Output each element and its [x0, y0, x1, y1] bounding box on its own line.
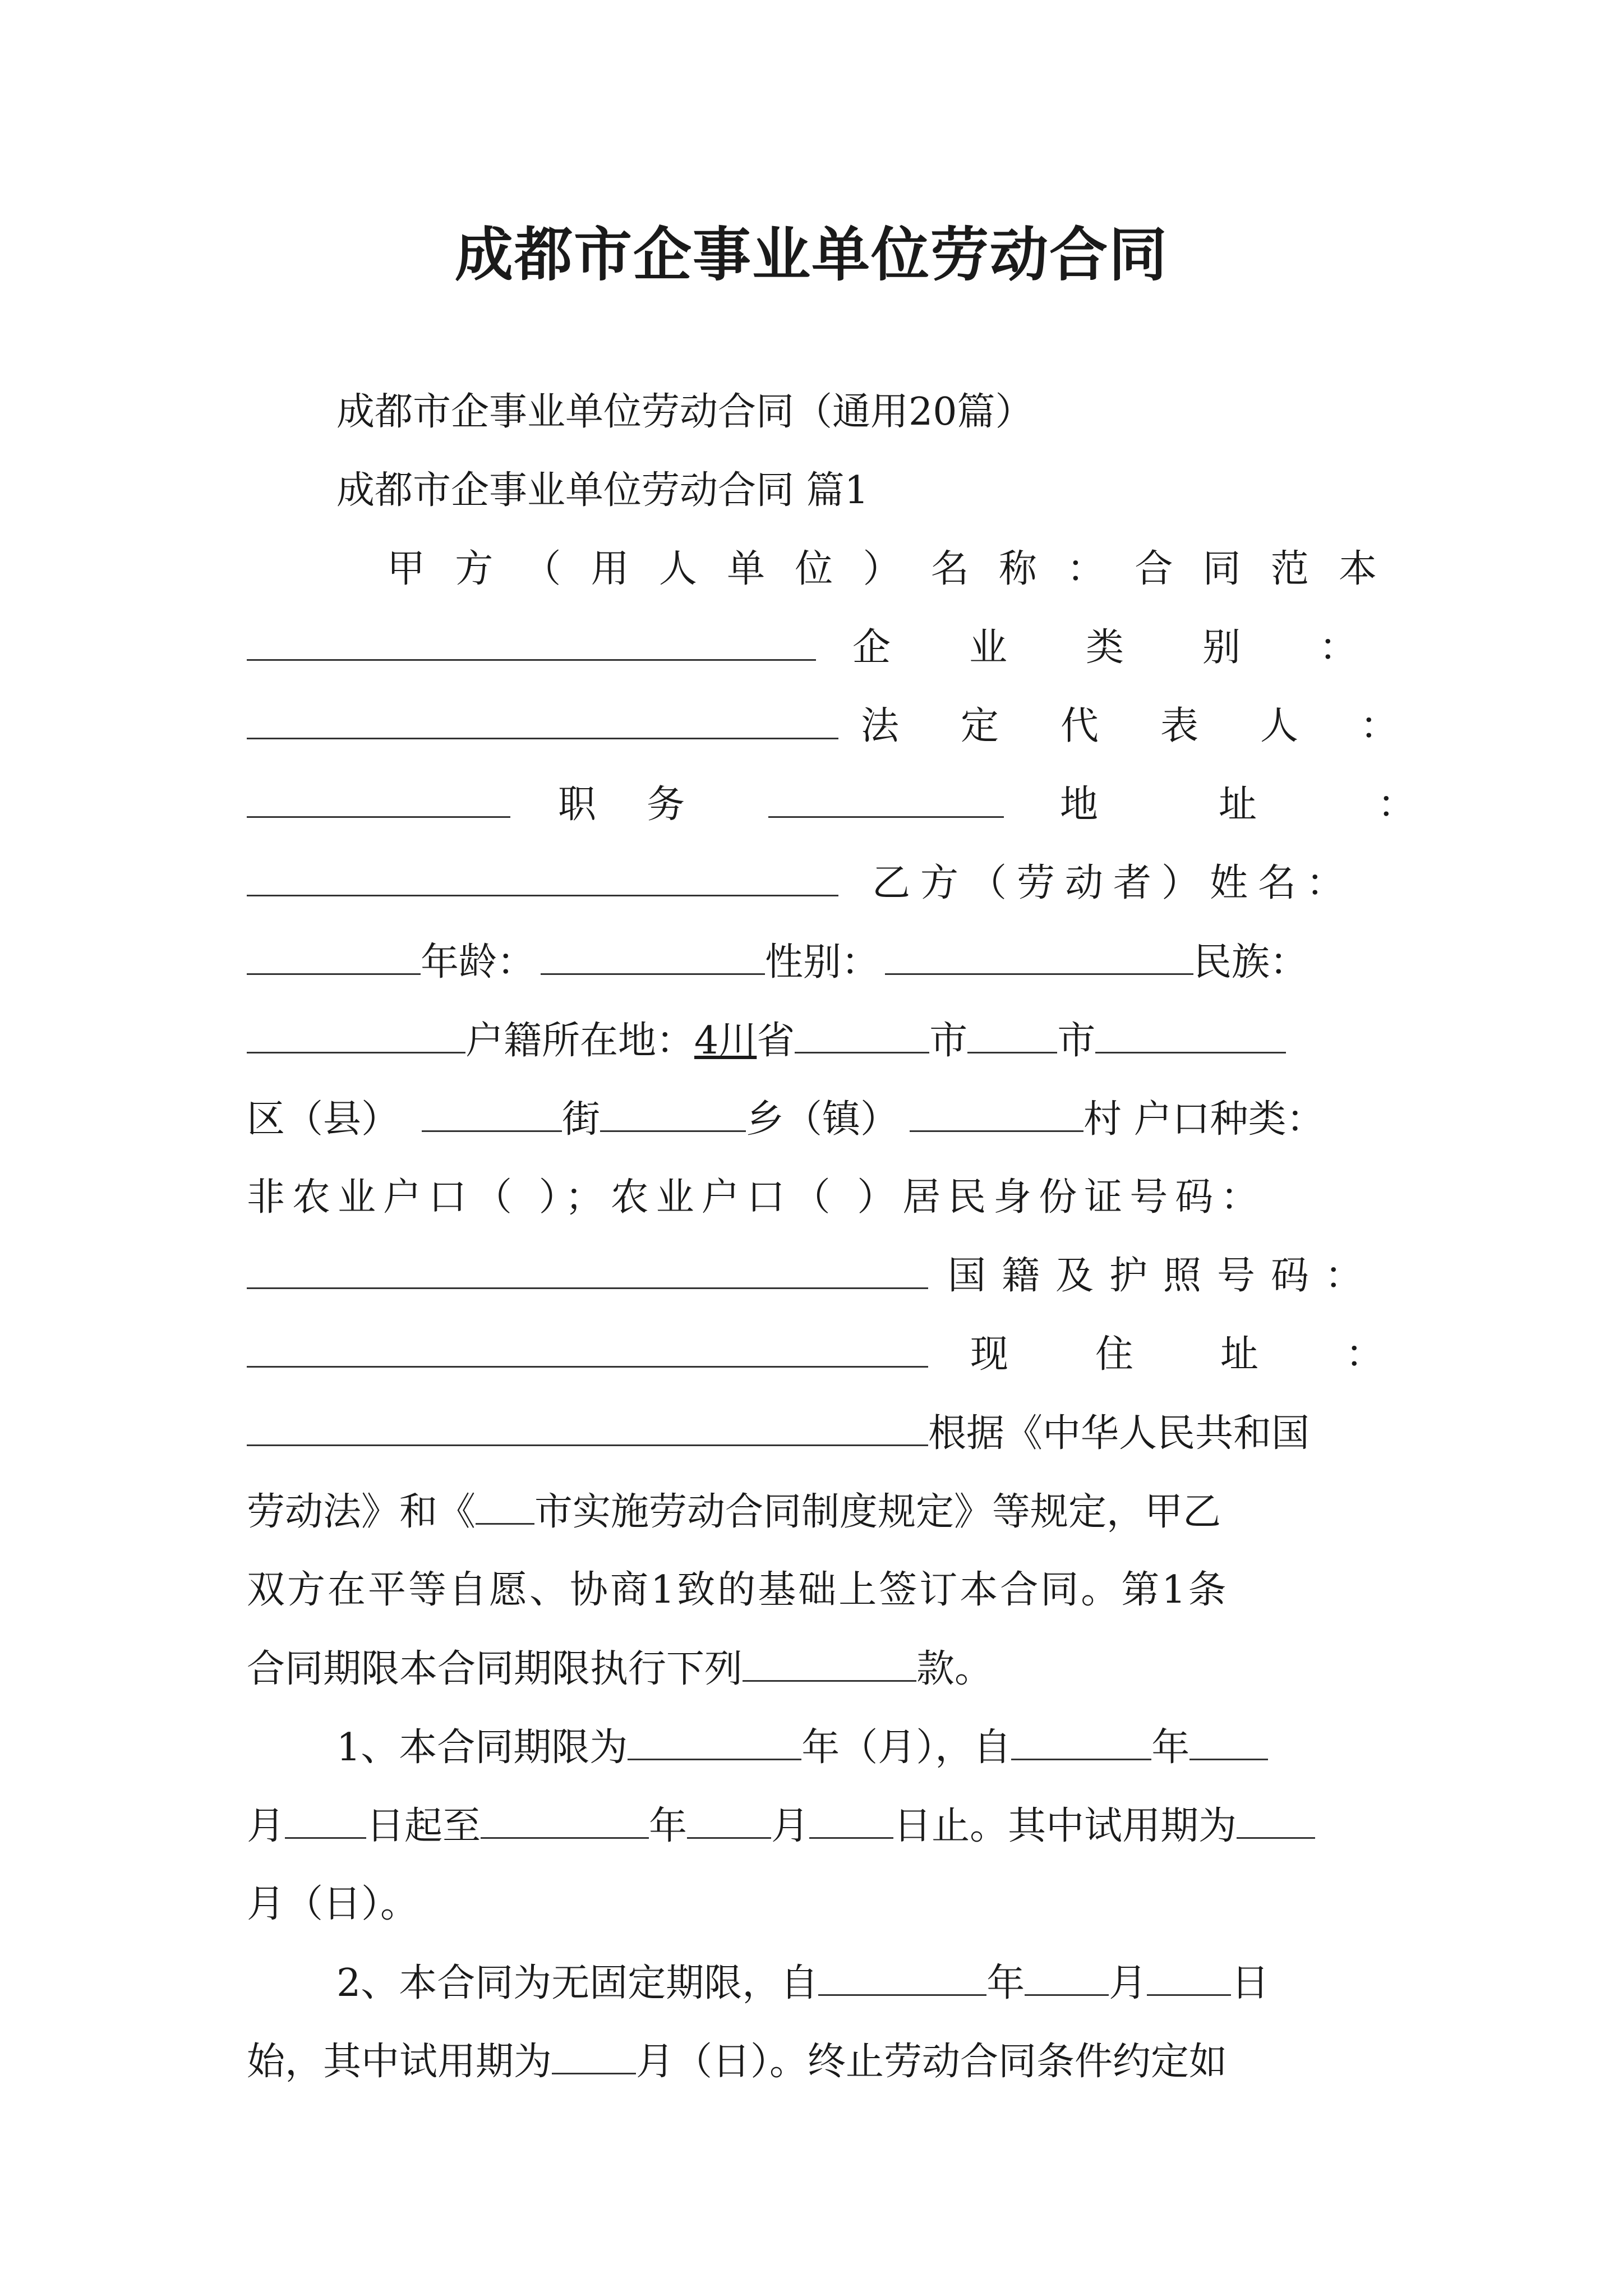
street-label: 街	[562, 1097, 601, 1142]
blank-field[interactable]	[600, 1085, 746, 1132]
blank-field[interactable]	[247, 693, 838, 739]
blank-field[interactable]	[247, 1243, 928, 1289]
section-heading-text: 成都市企事业单位劳动合同 篇1	[336, 468, 869, 513]
province-label: 省	[757, 1019, 795, 1063]
termination-line	[247, 2028, 1377, 2095]
age-sex-ethnicity-line	[247, 928, 1377, 996]
basis-line	[247, 1400, 1377, 1467]
ethnicity-label: 民族：	[1193, 940, 1308, 984]
household-label: 户籍所在地：	[465, 1019, 695, 1063]
fixed-term-line	[247, 1714, 1467, 1781]
month-label: 月	[247, 1804, 285, 1848]
legal-rep-label: 法定代表人：	[861, 704, 1460, 748]
blank-field[interactable]	[818, 1949, 986, 1996]
end-day-label: 日止。其中试用期为	[893, 1804, 1237, 1848]
year-label: 年	[1151, 1726, 1190, 1770]
probation-line	[247, 1871, 1377, 1938]
month-label: 月	[1109, 1961, 1147, 2005]
town-label: 乡（镇）	[746, 1097, 899, 1142]
fixed-term-dates-line	[247, 1792, 1377, 1860]
termination-text: 始，其中试用期为	[247, 2040, 552, 2084]
household-type-text: 非农业户口（ ）；农业户口（ ）居民身份证号码：	[247, 1175, 1266, 1220]
open-term-line	[247, 1949, 1467, 2017]
address-label: 地址：	[1060, 783, 1537, 827]
term-clause-end: 款。	[916, 1647, 993, 1691]
law-text-cont: 市实施劳动合同制度规定》等规定，甲乙	[534, 1490, 1221, 1534]
blank-field[interactable]	[422, 1085, 562, 1132]
blank-field[interactable]	[247, 1007, 465, 1053]
blank-field[interactable]	[809, 1792, 893, 1839]
district-label: 区（县）	[247, 1097, 400, 1142]
village-label: 村 户口种类：	[1083, 1097, 1325, 1142]
blank-field[interactable]	[768, 771, 1004, 818]
term-clause-line	[247, 1635, 1377, 1703]
blank-field[interactable]	[247, 850, 838, 896]
household-line	[247, 1007, 1377, 1074]
household-type-line	[247, 1164, 1377, 1231]
blank-field[interactable]	[1011, 1714, 1151, 1760]
position-label: 职务	[558, 783, 736, 827]
city-label: 市	[1057, 1019, 1096, 1063]
blank-field[interactable]	[1237, 1792, 1315, 1839]
party-a-name-label: 甲方（用人单位）名称：合同范本	[387, 547, 1377, 591]
blank-field[interactable]	[476, 1478, 534, 1525]
enterprise-type-line	[247, 614, 1436, 682]
current-address-line	[247, 1321, 1471, 1388]
open-term-text: 2、本合同为无固定期限，自	[336, 1961, 819, 2005]
blank-field[interactable]	[743, 1635, 916, 1682]
passport-line	[247, 1243, 1377, 1310]
passport-label: 国籍及护照号码：	[948, 1254, 1379, 1298]
basis-text: 根据《中华人民共和国	[928, 1411, 1310, 1456]
law-text: 劳动法》和《	[247, 1490, 476, 1534]
blank-field[interactable]	[247, 1321, 928, 1368]
blank-field[interactable]	[481, 1792, 649, 1839]
termination-text-cont: 月（日）。终止劳动合同条件约定如	[636, 2040, 1228, 2084]
probation-text: 月（日）。	[247, 1882, 419, 1926]
month-label: 月	[771, 1804, 810, 1848]
blank-field[interactable]	[967, 1007, 1057, 1053]
agreement-text: 双方在平等自愿、协商1致的基础上签订本合同。第1条	[247, 1568, 1229, 1612]
blank-field[interactable]	[1189, 1714, 1268, 1760]
blank-field[interactable]	[247, 614, 816, 661]
age-label: 年龄：	[421, 940, 536, 984]
year-label: 年	[649, 1804, 688, 1848]
day-label: 日	[1231, 1961, 1270, 2005]
blank-field[interactable]	[1025, 1949, 1109, 1996]
law-line	[247, 1478, 1377, 1545]
blank-field[interactable]	[552, 2028, 636, 2074]
blank-field[interactable]	[1147, 1949, 1231, 1996]
current-address-label: 现住址：	[970, 1332, 1471, 1377]
blank-field[interactable]	[247, 1400, 928, 1446]
blank-field[interactable]	[687, 1792, 771, 1839]
document-title: 成都市企事业单位劳动合同	[454, 220, 1168, 289]
blank-field[interactable]	[795, 1007, 929, 1053]
blank-field[interactable]	[541, 928, 765, 975]
blank-field[interactable]	[1095, 1007, 1286, 1053]
fixed-term-unit: 年（月），自	[801, 1726, 1012, 1770]
party-b-name-label: 乙方（劳动者）姓名：	[872, 861, 1355, 905]
party-a-name-line	[247, 536, 1377, 603]
position-address-line	[247, 771, 1537, 839]
party-b-name-line	[247, 850, 1377, 917]
term-clause-text: 合同期限本合同期限执行下列	[247, 1647, 743, 1691]
agreement-line	[247, 1557, 1377, 1624]
sex-label: 性别：	[765, 940, 880, 984]
section-heading	[247, 457, 1467, 524]
city-label: 市	[929, 1019, 968, 1063]
province-value: 4川	[694, 1019, 757, 1063]
enterprise-type-label: 企业类别：	[852, 625, 1436, 670]
blank-field[interactable]	[285, 1792, 366, 1839]
year-label: 年	[986, 1961, 1025, 2005]
fixed-term-text: 1、本合同期限为	[336, 1726, 628, 1770]
blank-field[interactable]	[910, 1085, 1083, 1132]
blank-field[interactable]	[628, 1714, 801, 1760]
subtitle-line	[247, 379, 1467, 446]
blank-field[interactable]	[247, 928, 421, 975]
district-line	[247, 1085, 1377, 1153]
blank-field[interactable]	[885, 928, 1193, 975]
legal-rep-line	[247, 693, 1460, 760]
start-day-label: 日起至	[366, 1804, 481, 1848]
subtitle-text: 成都市企事业单位劳动合同（通用20篇）	[336, 390, 1034, 434]
blank-field[interactable]	[247, 771, 510, 818]
